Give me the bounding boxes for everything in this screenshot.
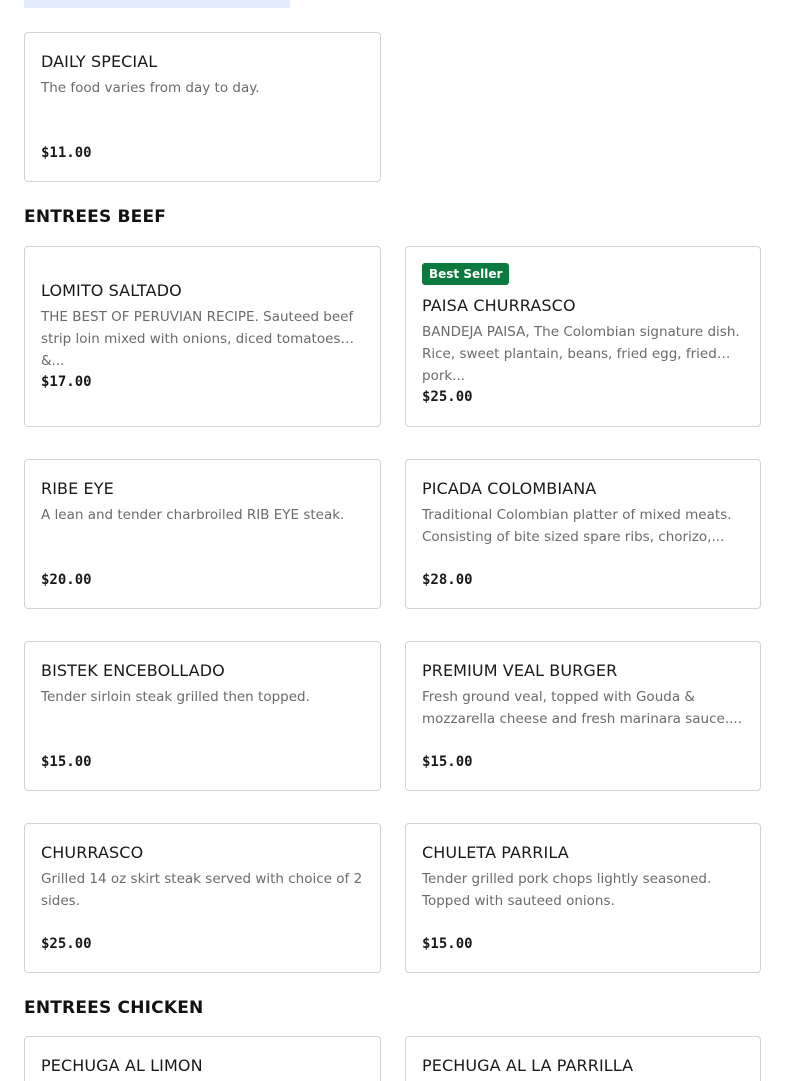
menu-item-price: $11.00 <box>41 145 92 161</box>
menu-item-card-bistek-encebollado[interactable] <box>24 641 381 791</box>
menu-item-name: PREMIUM VEAL BURGER <box>422 661 618 680</box>
menu-item-name: BISTEK ENCEBOLLADO <box>41 661 225 680</box>
menu-item-price: $28.00 <box>422 572 473 588</box>
menu-item-price: $15.00 <box>422 936 473 952</box>
menu-item-card-daily-special[interactable] <box>24 32 381 182</box>
menu-item-card-premium-veal-burger[interactable] <box>405 641 761 791</box>
menu-item-description: Tender sirloin steak grilled then topped. <box>41 689 310 705</box>
menu-item-description: THE BEST OF PERUVIAN RECIPE. Sauteed beef strip loin mixed with onions, diced tomatoes &... <box>41 309 354 369</box>
menu-item-name: CHULETA PARRILA <box>422 843 569 862</box>
section-title-entrees-beef: ENTREES BEEF <box>24 207 167 227</box>
menu-item-price: $15.00 <box>422 754 473 770</box>
menu-item-card-picada-colombiana[interactable] <box>405 459 761 609</box>
menu-item-price: $17.00 <box>41 374 92 390</box>
menu-item-name: PECHUGA AL LA PARRILLA <box>422 1056 634 1075</box>
menu-item-card-pechuga-al-la-parrilla[interactable] <box>405 1036 761 1081</box>
menu-item-name: CHURRASCO <box>41 843 144 862</box>
menu-item-name: PICADA COLOMBIANA <box>422 479 597 498</box>
menu-item-name: LOMITO SALTADO <box>41 281 182 300</box>
menu-item-card-ribe-eye[interactable] <box>24 459 381 609</box>
menu-item-description: Traditional Colombian platter of mixed meats. Consisting of bite sized spare ribs, chorizo,... <box>422 507 732 545</box>
section-title-entrees-chicken: ENTREES CHICKEN <box>24 998 204 1018</box>
menu-item-card-churrasco[interactable] <box>24 823 381 973</box>
menu-item-card-pechuga-al-limon[interactable] <box>24 1036 381 1081</box>
menu-item-description: Tender grilled pork chops lightly seasoned. Topped with sauteed onions. <box>422 871 712 909</box>
menu-item-price: $20.00 <box>41 572 92 588</box>
menu-item-price: $25.00 <box>422 389 473 405</box>
menu-item-card-paisa-churrasco[interactable] <box>405 246 761 427</box>
menu-item-description: The food varies from day to day. <box>41 80 260 96</box>
menu-item-name: PAISA CHURRASCO <box>422 296 576 315</box>
menu-item-description: Grilled 14 oz skirt steak served with choice of 2 sides. <box>41 871 363 909</box>
menu-item-card-lomito-saltado[interactable] <box>24 246 381 427</box>
menu-item-name: DAILY SPECIAL <box>41 52 158 71</box>
menu-item-description: A lean and tender charbroiled RIB EYE steak. <box>41 507 345 523</box>
section-nav-indicator <box>24 0 290 8</box>
menu-item-name: RIBE EYE <box>41 479 114 498</box>
menu-item-description: Fresh ground veal, topped with Gouda & mozzarella cheese and fresh marinara sauce.... <box>422 689 743 727</box>
menu-item-price: $25.00 <box>41 936 92 952</box>
menu-item-description: BANDEJA PAISA, The Colombian signature dish. Rice, sweet plantain, beans, fried egg, fried pork... <box>422 324 740 384</box>
menu-item-price: $15.00 <box>41 754 92 770</box>
menu-item-card-chuleta-parrila[interactable] <box>405 823 761 973</box>
menu-item-name: PECHUGA AL LIMON <box>41 1056 203 1075</box>
best-seller-badge: Best Seller <box>422 263 509 285</box>
